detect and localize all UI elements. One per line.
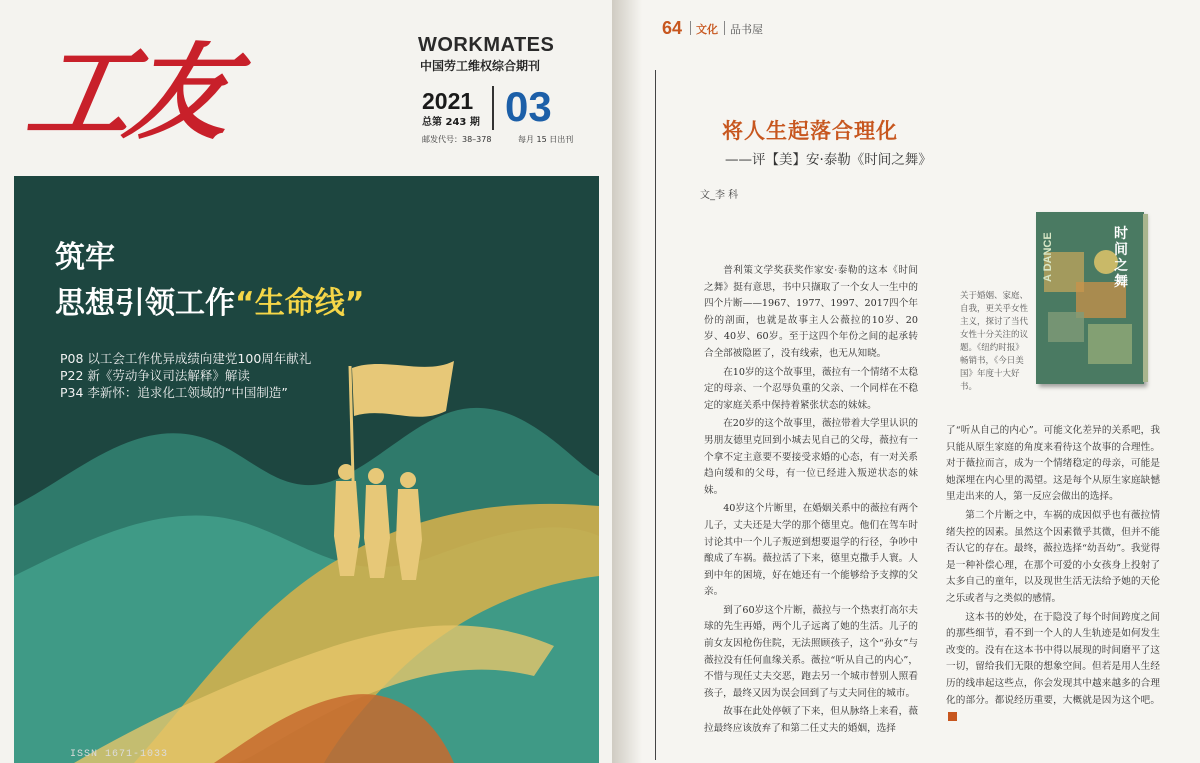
postal-code: 邮发代号：38–378 xyxy=(422,135,492,144)
publish-note: 每月 15 日出刊 xyxy=(518,135,574,144)
book-spine xyxy=(1143,214,1148,382)
issue-year: 2021 xyxy=(422,88,474,114)
cover-headline-highlight: “生命线” xyxy=(235,286,365,321)
page-number: 64 xyxy=(662,18,683,38)
article-column-left xyxy=(704,263,918,740)
section-label: 文化 xyxy=(696,23,718,36)
article-title: 将人生起落合理化 xyxy=(722,118,898,143)
end-mark-icon xyxy=(948,712,957,721)
cover-headline-line2 xyxy=(55,278,364,322)
cover-headline-line1: 筑牢 xyxy=(55,240,115,275)
page-gutter xyxy=(612,0,642,763)
column-label: 品书屋 xyxy=(730,23,763,36)
issue-divider xyxy=(492,86,494,130)
book-cover-image xyxy=(1036,212,1144,384)
article-paragraph: 在10岁的这个故事里，薇拉有一个情绪不太稳定的母亲、一个忍辱负重的父亲、一个同样在不稳定的家庭关系中保持着紧张状态的妹妹。 xyxy=(704,366,918,411)
issue-total: 总第 243 期 xyxy=(422,117,480,128)
article-paragraph: 第二个片断之中，车祸的成因似乎也有薇拉情绪失控的因素。虽然这个因素微乎其微，但并不能否认它的存在。最终，薇拉选择“幼吾幼”。我觉得是一种补偿心理，在那个可爱的小女孩身上投射了太多自己的童年，以及现世生活无法给予她的天伦之乐或者与之类似的感情。 xyxy=(946,509,1160,604)
brand-name: WORKMATES xyxy=(418,34,555,56)
article-paragraph-text: 这本书的妙处，在于隐没了每个时间跨度之间的那些细节，看不到一个人的人生轨迹是如何发生改变的。没有在这本书中得以展现的时间磨平了这一切，留给我们无限的想象空间。但若是用人生经历的线串起这些点，你会发现其中越来越多的合理化的部分。都说经历重要，大概就是因为这个吧。 xyxy=(946,611,1160,706)
header-divider xyxy=(690,21,691,35)
masthead-logo xyxy=(19,18,320,168)
article-paragraph: 到了60岁这个片断，薇拉与一个热衷打高尔夫球的先生再婚，两个儿子远离了她的生活。儿子的前女友因枪伤住院，无法照顾孩子，这个“孙女”与薇拉没有任何血缘关系。薇拉“听从自己的内心”，不惜与现任丈夫交恶，跑去另一个城市替别人照看孩子，最终又因为误会回到了与丈夫同住的城市。 xyxy=(704,604,918,699)
article-subtitle: ——评【美】安·泰勒《时间之舞》 xyxy=(725,152,932,168)
book-english-title: A DANCE xyxy=(1042,232,1054,282)
article-paragraph: 了“听从自己的内心”。可能文化差异的关系吧，我只能从原生家庭的角度来看待这个故事的合理性。对于薇拉而言，成为一个情绪稳定的母亲，可能是她深埋在内心里的渴望。这是每个从原生家庭缺憾里走出来的人，第一反应会做出的选择。 xyxy=(946,425,1160,503)
masthead-text: 工友 xyxy=(19,31,237,154)
article-byline: 文_李 科 xyxy=(700,190,739,201)
article-column-right xyxy=(946,423,1160,728)
article-paragraph-last xyxy=(946,610,1160,726)
article-paragraph: 在20岁的这个故事里，薇拉带着大学里认识的男朋友德里克回到小城去见自己的父母，薇拉有一个拿不定主意要不要接受求婚的心态，有一对关系趋向缓和的父母，有一位已经进入叛逆状态的妹妹。 xyxy=(704,418,918,496)
issn-number: ISSN 1671-1033 xyxy=(70,749,169,760)
issue-number: 03 xyxy=(505,83,552,130)
magazine-tagline: 中国劳工维权综合期刊 xyxy=(420,59,541,73)
toc-item: P08 以工会工作优异成绩向建党100周年献礼 xyxy=(60,351,312,366)
article-paragraph: 普利策文学奖获奖作家安·泰勒的这本《时间之舞》挺有意思，书中只撷取了一个女人一生中的四个片断——1967、1977、1997、2017四个年份的剖面，也就是故事主人公薇拉的10岁、20岁、40岁、60岁。至于这四个年份之间的起承转合全部被隐匿了，没有线索，也无从知晓。 xyxy=(704,265,918,359)
book-caption: 关于婚姻、家庭、自我，更关乎女性主义，探讨了当代女性十分关注的议题。《纽约时报》畅销书，《今日美国》年度十大好书。 xyxy=(960,291,1029,392)
article-paragraph: 故事在此处停顿了下来，但从脉络上来看，薇拉最终应该放弃了和第二任丈夫的婚姻，选择 xyxy=(704,706,918,735)
cover-headline-prefix: 思想引领工作 xyxy=(55,286,235,321)
toc-item: P22 新《劳动争议司法解释》解读 xyxy=(60,368,250,383)
book-title: 时间之舞 xyxy=(1114,226,1128,290)
header-divider xyxy=(724,21,725,35)
article-paragraph: 40岁这个片断里，在婚姻关系中的薇拉有两个儿子，丈夫还是大学的那个德里克。他们在驾车时讨论其中一个儿子叛逆到想要退学的行径，争吵中酿成了车祸。薇拉活了下来，德里克撒手人寰。人到中年的困境，好在她还有一个能够给予支撑的父亲。 xyxy=(704,503,918,598)
toc-item: P34 李新怀：追求化工领域的“中国制造” xyxy=(60,385,288,400)
margin-rule xyxy=(655,70,656,760)
